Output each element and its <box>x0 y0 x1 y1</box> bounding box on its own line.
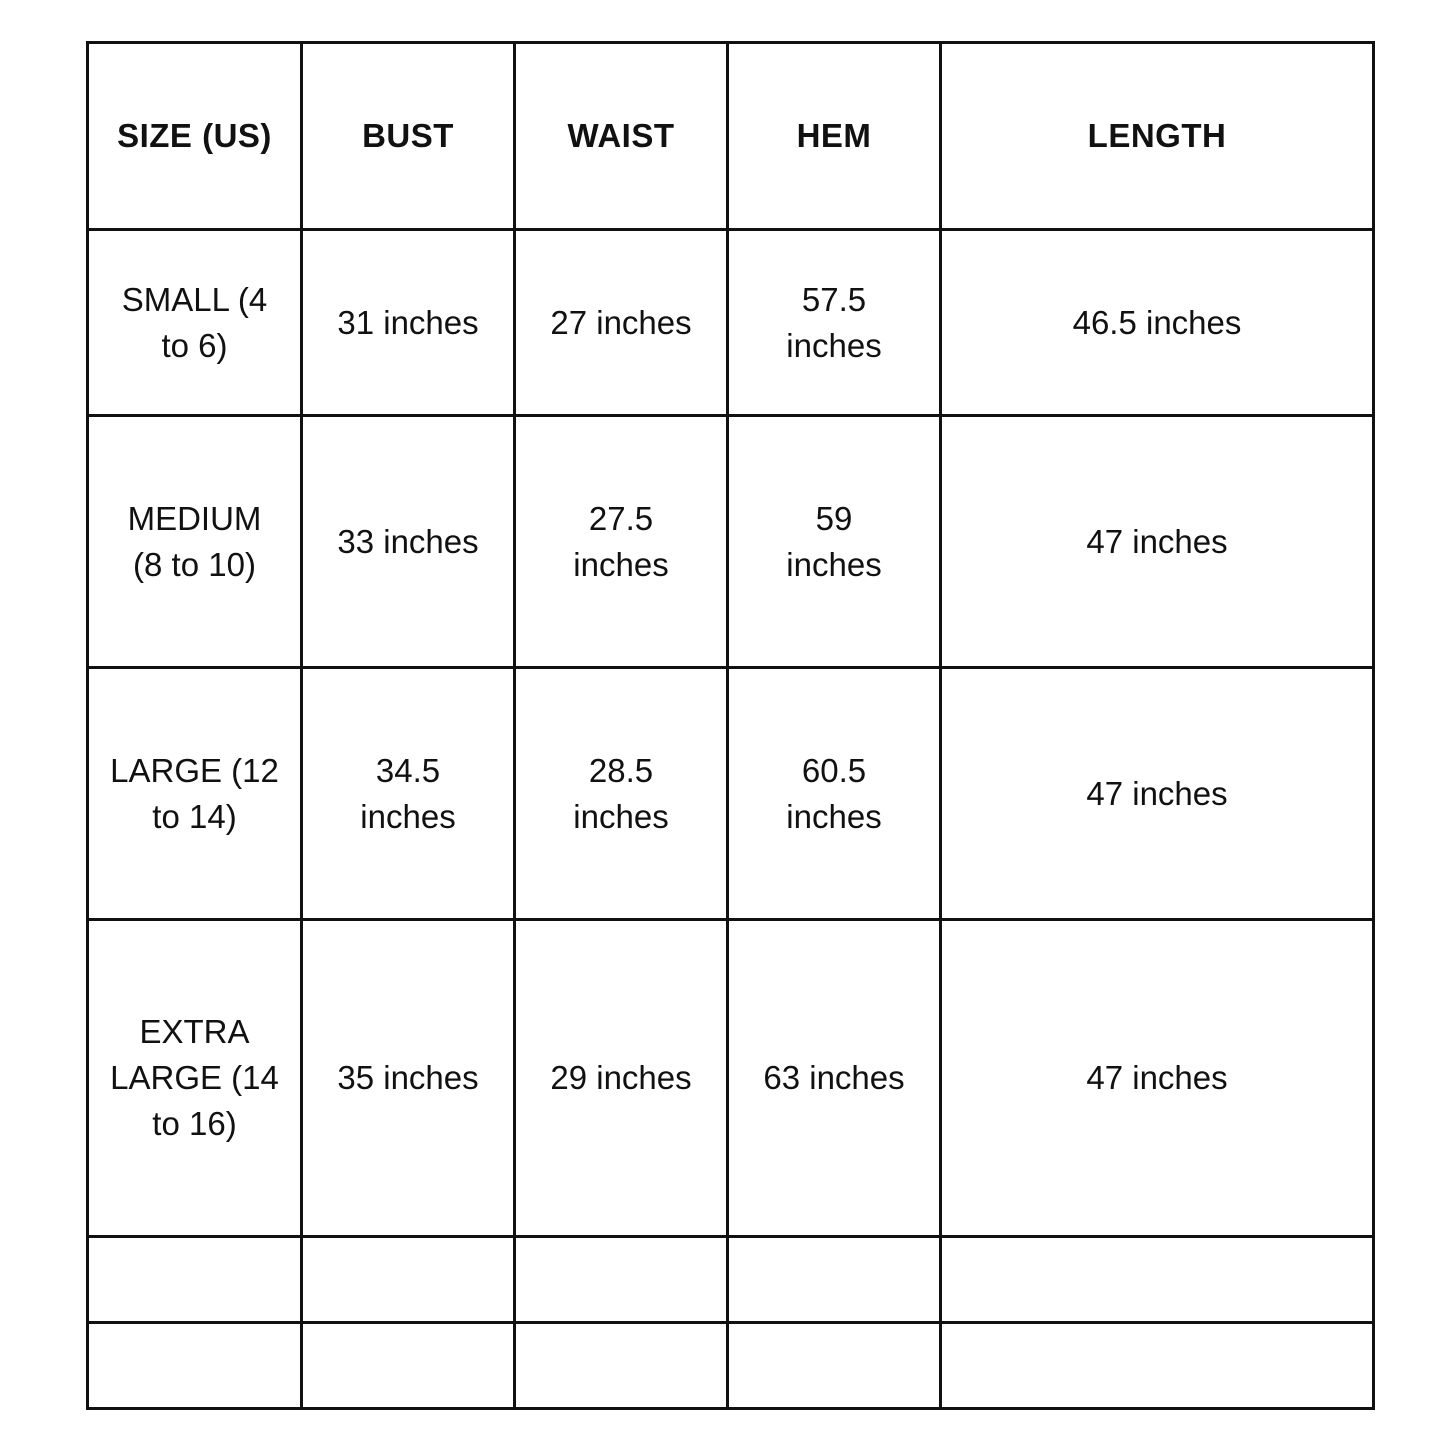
cell-empty <box>302 1323 515 1409</box>
empty-row <box>88 1237 1374 1323</box>
cell-hem <box>728 668 941 920</box>
cell-size-text: EXTRA LARGE (14 to 16) <box>110 1013 279 1142</box>
cell-length <box>941 920 1374 1237</box>
header-waist: WAIST <box>515 43 728 230</box>
cell-length <box>941 416 1374 668</box>
cell-hem <box>728 230 941 416</box>
cell-hem <box>728 920 941 1237</box>
table-row <box>88 230 1374 416</box>
cell-bust-text: 34.5 inches <box>360 751 456 835</box>
cell-length-text: 46.5 inches <box>1072 303 1242 341</box>
cell-hem-text: 57.5 inches <box>786 280 882 364</box>
cell-size-text: MEDIUM (8 to 10) <box>127 499 262 583</box>
header-bust: BUST <box>302 43 515 230</box>
cell-hem <box>728 416 941 668</box>
cell-waist-text: 28.5 inches <box>573 751 669 835</box>
cell-hem-text: 59 inches <box>786 499 882 583</box>
cell-waist-text: 27 inches <box>550 303 692 341</box>
cell-empty <box>88 1237 302 1323</box>
header-length: LENGTH <box>941 43 1374 230</box>
cell-empty <box>728 1323 941 1409</box>
empty-row <box>88 1323 1374 1409</box>
cell-size <box>88 416 302 668</box>
cell-size <box>88 668 302 920</box>
cell-bust <box>302 668 515 920</box>
cell-size <box>88 920 302 1237</box>
cell-size-text: SMALL (4 to 6) <box>121 280 268 364</box>
cell-waist <box>515 416 728 668</box>
cell-empty <box>515 1237 728 1323</box>
cell-size <box>88 230 302 416</box>
cell-bust <box>302 230 515 416</box>
cell-empty <box>941 1323 1374 1409</box>
cell-waist <box>515 668 728 920</box>
cell-waist-text: 27.5 inches <box>573 499 669 583</box>
cell-length <box>941 230 1374 416</box>
cell-length-text: 47 inches <box>1086 522 1228 560</box>
cell-hem-text: 63 inches <box>763 1059 905 1096</box>
cell-waist <box>515 230 728 416</box>
cell-empty <box>88 1323 302 1409</box>
cell-hem-text: 60.5 inches <box>786 751 882 835</box>
cell-bust-text: 33 inches <box>337 522 479 560</box>
header-size: SIZE (US) <box>88 43 302 230</box>
cell-length-text: 47 inches <box>1086 1059 1228 1096</box>
cell-length-text: 47 inches <box>1086 774 1228 812</box>
cell-bust <box>302 416 515 668</box>
cell-bust-text: 31 inches <box>337 303 479 341</box>
cell-empty <box>515 1323 728 1409</box>
cell-waist-text: 29 inches <box>550 1059 692 1096</box>
table-row <box>88 416 1374 668</box>
table-row <box>88 920 1374 1237</box>
cell-bust <box>302 920 515 1237</box>
header-row <box>88 43 1374 230</box>
table-row <box>88 668 1374 920</box>
cell-waist <box>515 920 728 1237</box>
cell-bust-text: 35 inches <box>337 1059 479 1096</box>
cell-empty <box>728 1237 941 1323</box>
cell-empty <box>941 1237 1374 1323</box>
header-hem: HEM <box>728 43 941 230</box>
cell-length <box>941 668 1374 920</box>
size-chart-table <box>86 41 1375 1410</box>
cell-empty <box>302 1237 515 1323</box>
cell-size-text: LARGE (12 to 14) <box>110 751 279 835</box>
